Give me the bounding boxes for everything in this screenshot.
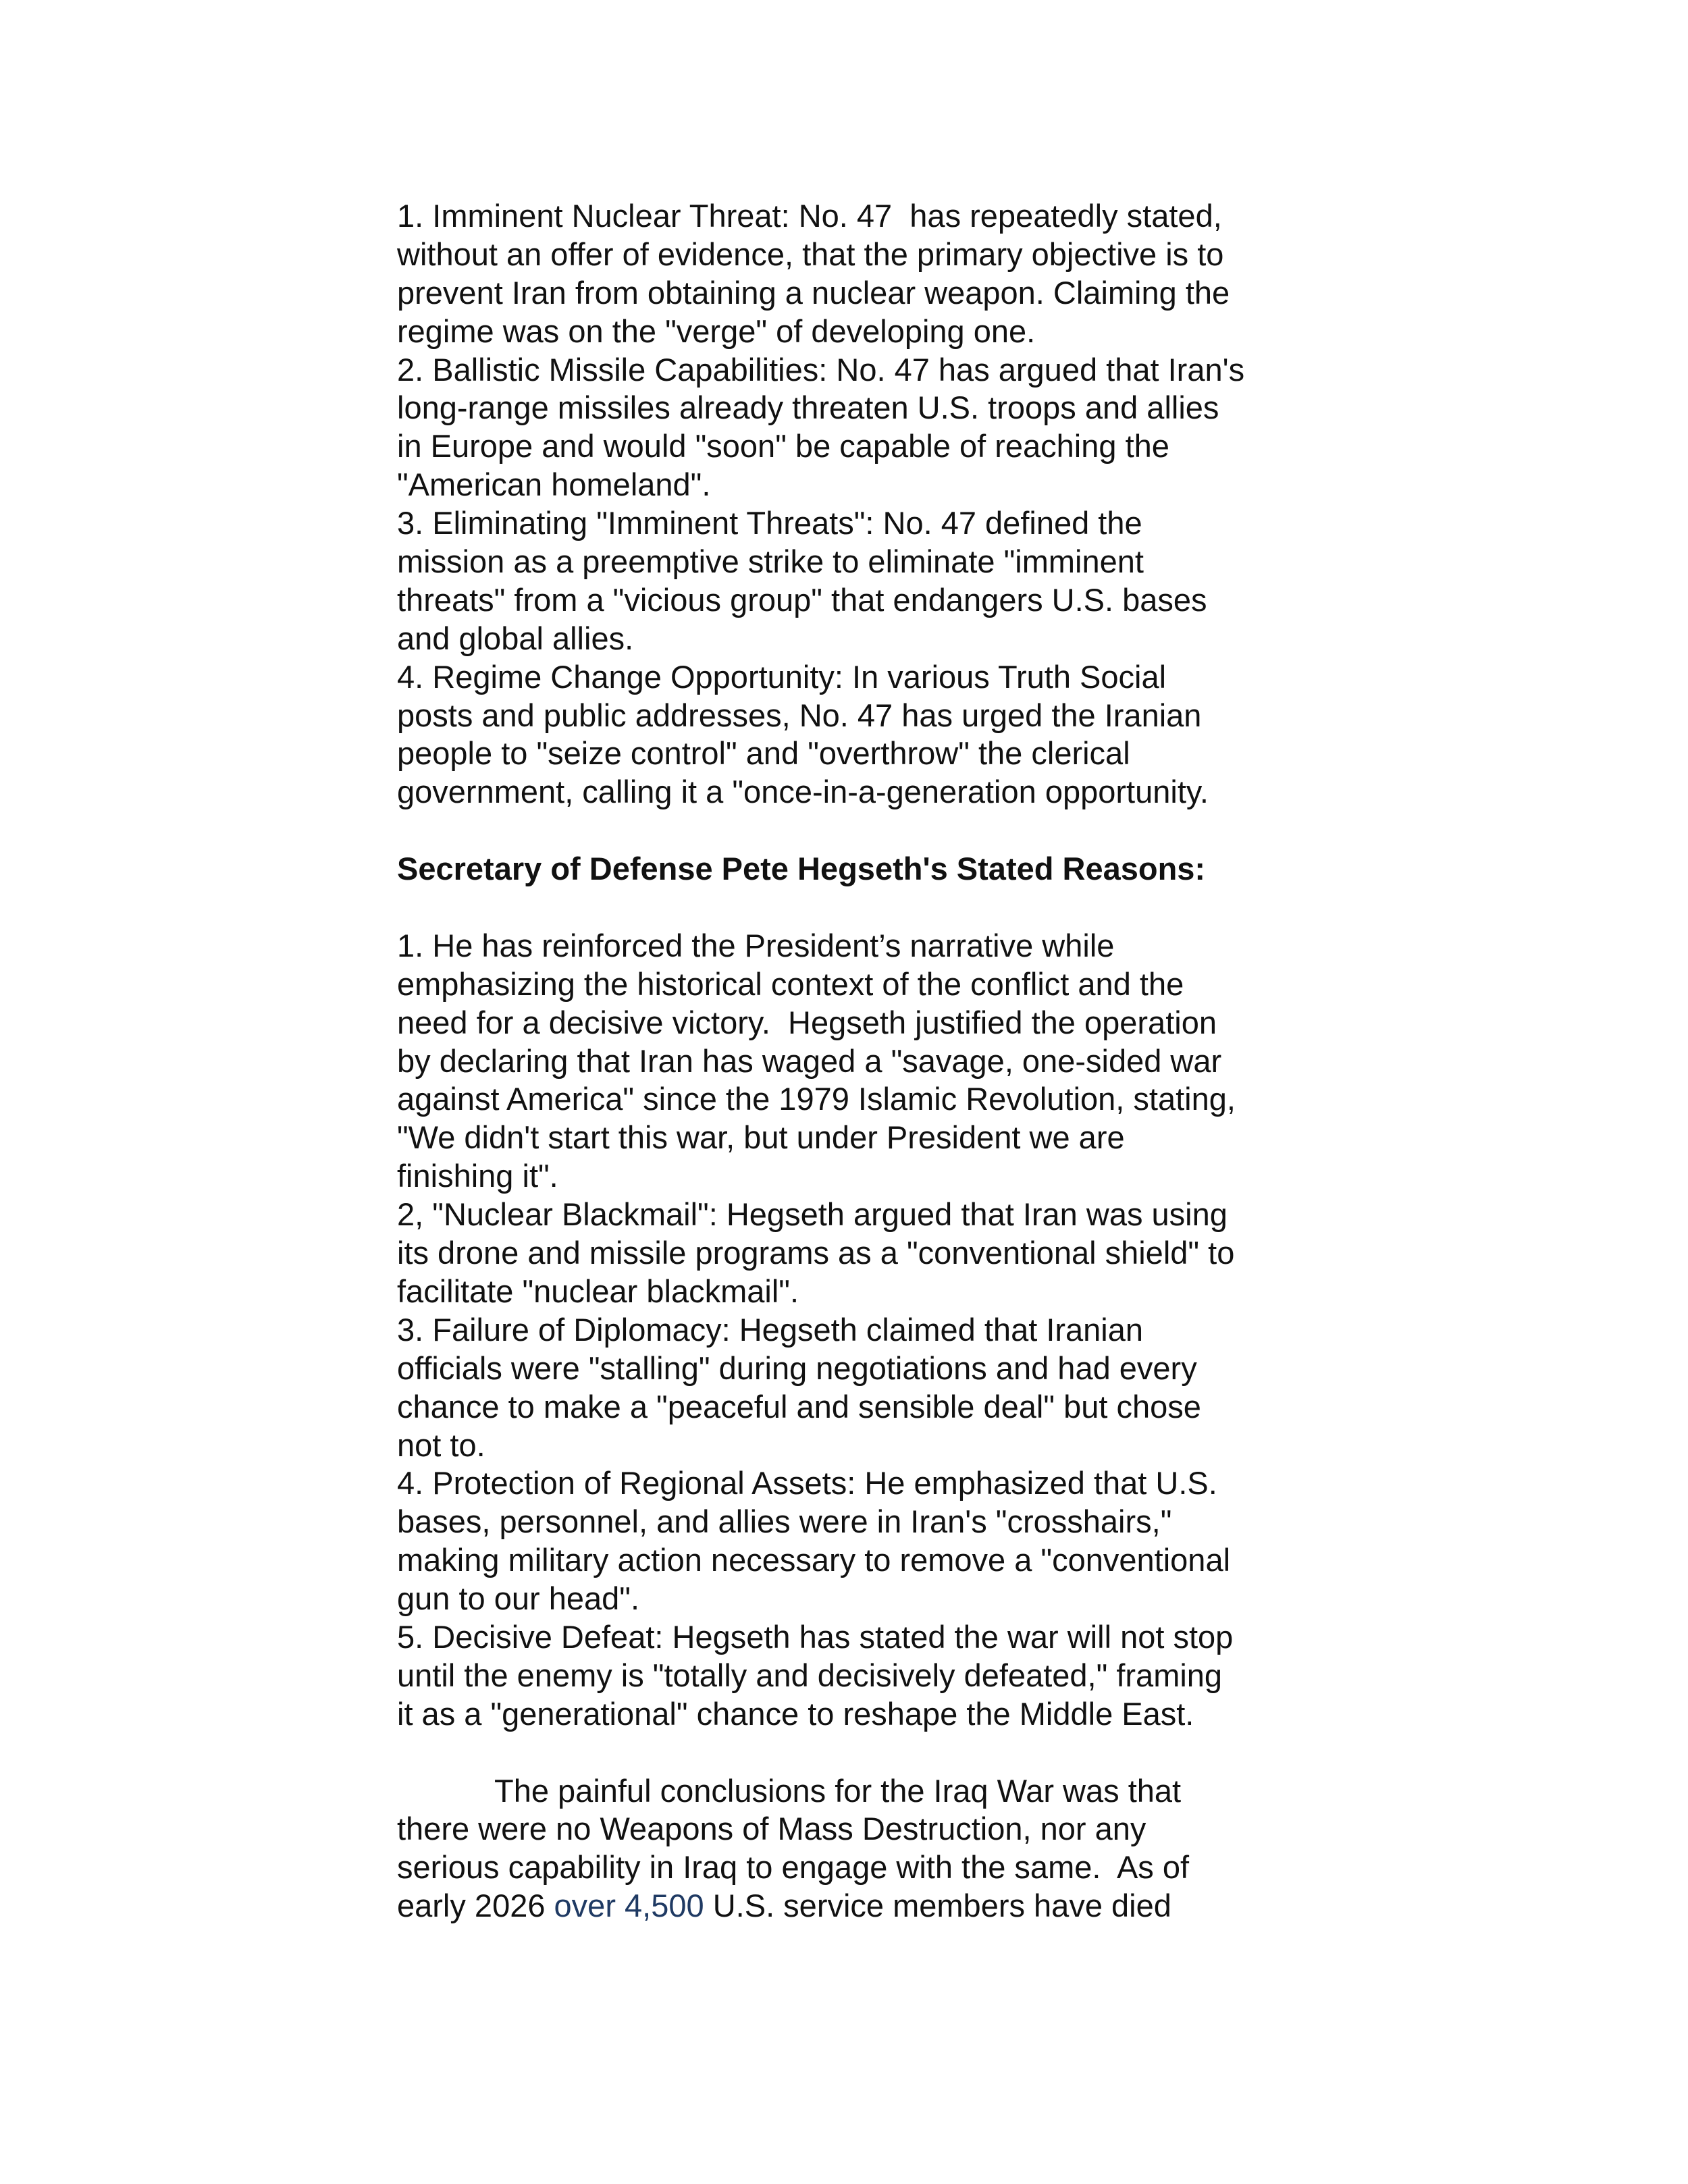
text-line: in Europe and would "soon" be capable of reaching the xyxy=(397,428,1169,464)
text-line: 2. Ballistic Missile Capabilities: No. 47 has argued that Iran's xyxy=(397,351,1245,388)
text-line: 2, "Nuclear Blackmail": Hegseth argued that Iran was using xyxy=(397,1196,1228,1233)
text-line: without an offer of evidence, that the primary objective is to xyxy=(397,236,1224,272)
text-line: bases, personnel, and allies were in Iran's "crosshairs," xyxy=(397,1503,1172,1540)
text-line: gun to our head". xyxy=(397,1580,640,1617)
text-line: The painful conclusions for the Iraq War was that xyxy=(494,1772,1182,1809)
text-line: emphasizing the historical context of the conflict and the xyxy=(397,965,1184,1002)
casualty-link[interactable]: over 4,500 xyxy=(554,1888,704,1924)
text-line: long-range missiles already threaten U.S. troops and allies xyxy=(397,390,1219,426)
text-line: "We didn't start this war, but under President we are xyxy=(397,1119,1125,1156)
text-line: there were no Weapons of Mass Destruction, nor any xyxy=(397,1811,1146,1847)
paragraph-spacer xyxy=(397,811,1369,850)
text-line: posts and public addresses, No. 47 has urged the Iranian xyxy=(397,697,1202,733)
text-line: 1. Imminent Nuclear Threat: No. 47 has repeatedly stated, xyxy=(397,198,1222,234)
conclusion-paragraph xyxy=(397,1772,1369,1926)
text-line: it as a "generational" chance to reshape the Middle East. xyxy=(397,1695,1194,1732)
text-line: by declaring that Iran has waged a "savage, one-sided war xyxy=(397,1042,1222,1079)
text-line: making military action necessary to remove a "conventional xyxy=(397,1542,1231,1578)
text-line: government, calling it a "once-in-a-generation opportunity. xyxy=(397,774,1209,810)
paragraph-spacer xyxy=(397,1734,1369,1772)
text-line: 4. Regime Change Opportunity: In various Truth Social xyxy=(397,658,1167,695)
text-line: its drone and missile programs as a "conventional shield" to xyxy=(397,1235,1235,1271)
text-line: and global allies. xyxy=(397,620,634,656)
text-line: until the enemy is "totally and decisively defeated," framing xyxy=(397,1657,1223,1693)
text-segment: early 2026 xyxy=(397,1888,554,1924)
text-line: finishing it". xyxy=(397,1158,558,1194)
text-line: 4. Protection of Regional Assets: He emphasized that U.S. xyxy=(397,1465,1217,1501)
text-line: need for a decisive victory. Hegseth justified the operation xyxy=(397,1004,1217,1040)
text-line: prevent Iran from obtaining a nuclear weapon. Claiming the xyxy=(397,274,1230,311)
text-line xyxy=(397,1887,1369,1925)
text-line: facilitate "nuclear blackmail". xyxy=(397,1273,799,1309)
text-line: chance to make a "peaceful and sensible deal" but chose xyxy=(397,1388,1201,1424)
section-heading: Secretary of Defense Pete Hegseth's Stated Reasons: xyxy=(397,851,1206,887)
text-line: 3. Failure of Diplomacy: Hegseth claimed that Iranian xyxy=(397,1311,1144,1348)
text-line: 3. Eliminating "Imminent Threats": No. 47 defined the xyxy=(397,505,1142,541)
text-line: threats" from a "vicious group" that endangers U.S. bases xyxy=(397,581,1207,618)
text-line: "American homeland". xyxy=(397,467,711,503)
president-reasons-list xyxy=(397,197,1369,811)
text-segment: U.S. service members have died xyxy=(704,1888,1171,1924)
text-line: officials were "stalling" during negotiations and had every xyxy=(397,1350,1197,1386)
text-line: not to. xyxy=(397,1427,485,1463)
hegseth-reasons-list xyxy=(397,927,1369,1734)
text-line: mission as a preemptive strike to eliminate "imminent xyxy=(397,543,1144,580)
document-body xyxy=(397,197,1369,1925)
text-line: regime was on the "verge" of developing one. xyxy=(397,313,1036,349)
text-line: people to "seize control" and "overthrow" the clerical xyxy=(397,735,1130,772)
text-line: against America" since the 1979 Islamic Revolution, stating, xyxy=(397,1081,1236,1117)
text-line: serious capability in Iraq to engage with the same. As of xyxy=(397,1849,1190,1886)
text-line: 5. Decisive Defeat: Hegseth has stated the war will not stop xyxy=(397,1618,1234,1655)
paragraph-spacer xyxy=(397,888,1369,927)
text-line: 1. He has reinforced the President’s narrative while xyxy=(397,927,1115,963)
